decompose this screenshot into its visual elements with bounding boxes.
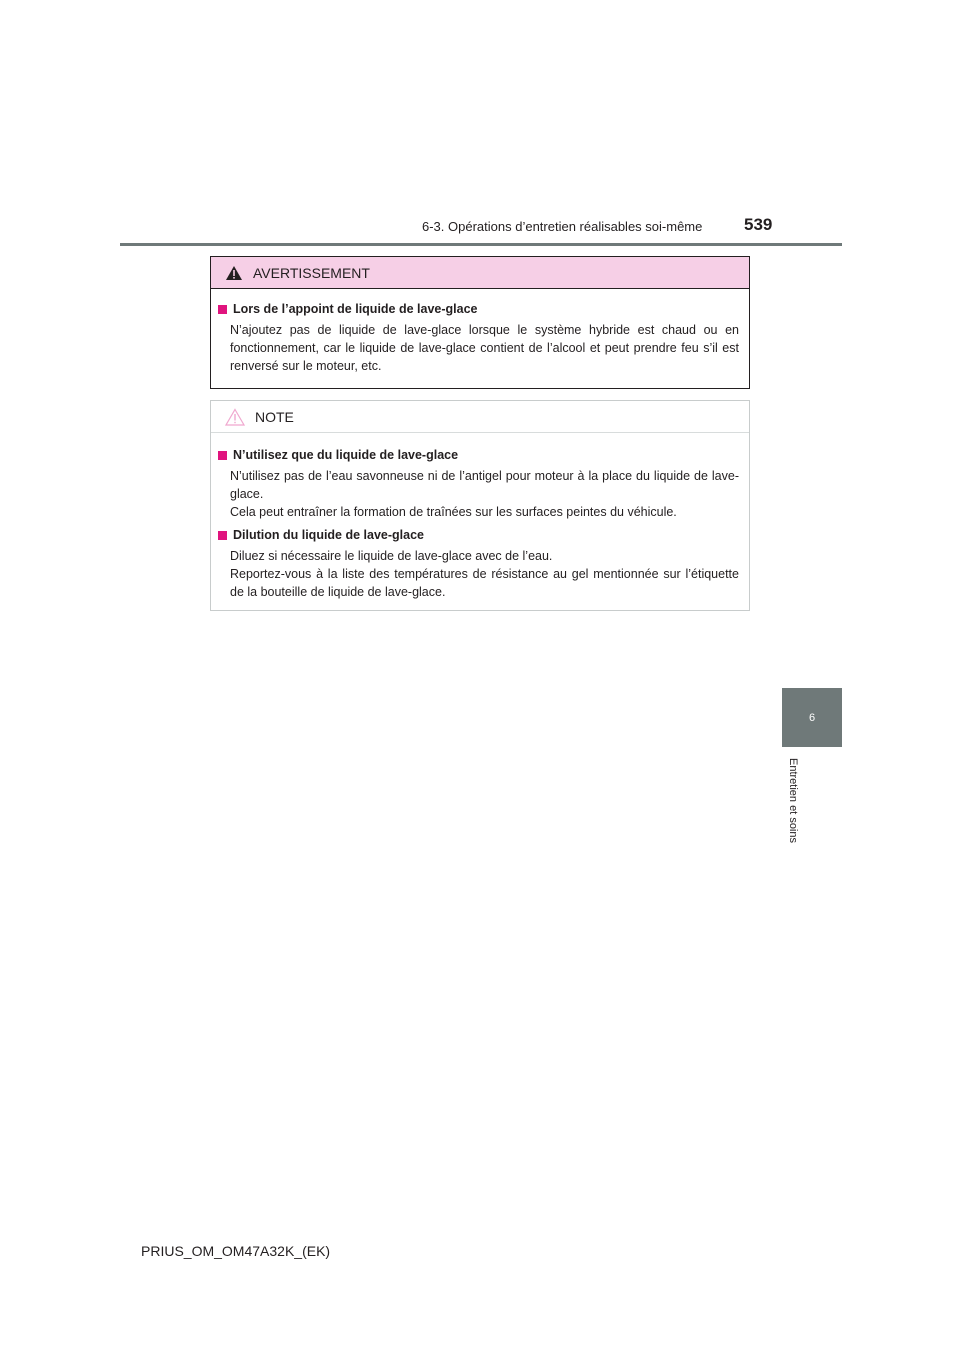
warning-title: AVERTISSEMENT bbox=[253, 264, 370, 281]
note-box bbox=[210, 400, 750, 611]
warning-box bbox=[210, 256, 750, 389]
caution-triangle-icon bbox=[225, 408, 245, 426]
chapter-tab bbox=[782, 688, 842, 747]
warning-item bbox=[211, 301, 749, 375]
square-bullet-icon bbox=[218, 305, 227, 314]
note-item-line: Cela peut entraîner la formation de traînées sur les surfaces peintes du véhicule. bbox=[230, 505, 677, 519]
note-item-heading: Dilution du liquide de lave-glace bbox=[233, 528, 424, 542]
note-title: NOTE bbox=[255, 408, 294, 425]
chapter-number: 6 bbox=[808, 711, 816, 724]
note-item-line: Diluez si nécessaire le liquide de lave-glace avec de l’eau. bbox=[230, 549, 553, 563]
note-item-line: Reportez-vous à la liste des températures de résistance au gel mentionnée sur l’étiquette de la bouteille de liquide de lave-glace. bbox=[230, 567, 739, 599]
note-header bbox=[211, 401, 749, 433]
square-bullet-icon bbox=[218, 531, 227, 540]
warning-item-heading: Lors de l’appoint de liquide de lave-glace bbox=[233, 302, 478, 316]
warning-header bbox=[211, 257, 749, 289]
note-item-body bbox=[230, 467, 739, 521]
chapter-label: Entretien et soins bbox=[787, 758, 799, 843]
note-item bbox=[211, 527, 749, 601]
section-title: 6-3. Opérations d’entretien réalisables soi-même bbox=[422, 219, 703, 234]
square-bullet-icon bbox=[218, 451, 227, 460]
manual-code: PRIUS_OM_OM47A32K_(EK) bbox=[141, 1243, 331, 1259]
note-item-line: N’utilisez pas de l’eau savonneuse ni de l’antigel pour moteur à la place du liquide de lave-glace. bbox=[230, 469, 739, 501]
note-item-heading: N’utilisez que du liquide de lave-glace bbox=[233, 448, 459, 462]
note-item bbox=[211, 447, 749, 521]
header-divider bbox=[120, 243, 842, 246]
warning-triangle-icon bbox=[225, 265, 243, 281]
warning-item-body: N’ajoutez pas de liquide de lave-glace lorsque le système hybride est chaud ou en fonctionnement, car le liquide de lave-glace contient de l’alcool et peut prendre feu s’il est renversé sur le moteur, etc. bbox=[230, 323, 739, 373]
page-number: 539 bbox=[744, 215, 773, 234]
note-item-body bbox=[230, 547, 739, 601]
